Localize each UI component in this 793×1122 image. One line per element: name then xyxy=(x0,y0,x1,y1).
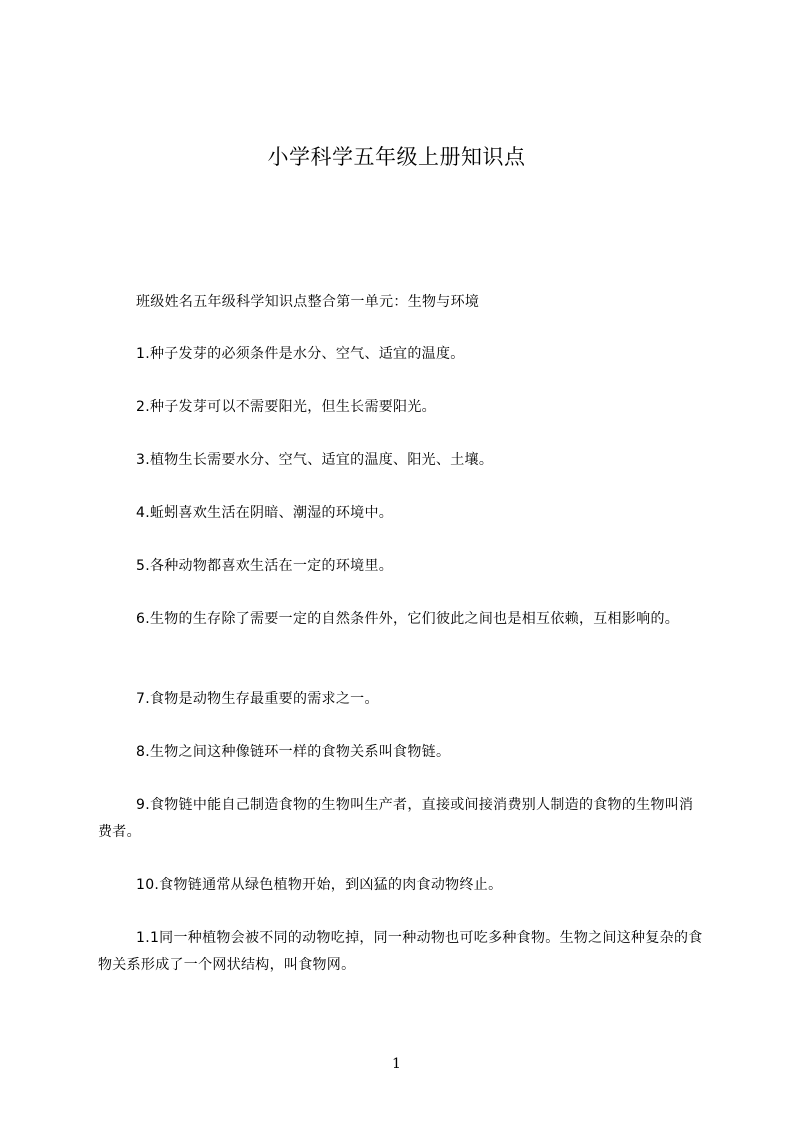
paragraph-intro: 班级姓名五年级科学知识点整合第一单元：生物与环境 xyxy=(136,294,480,310)
paragraph-item-5: 5.各种动物都喜欢生活在一定的环境里。 xyxy=(136,558,394,574)
paragraph-item-7: 7.食物是动物生存最重要的需求之一。 xyxy=(136,691,379,707)
paragraph-item-1: 1.种子发芽的必须条件是水分、空气、适宜的温度。 xyxy=(136,346,465,362)
paragraph-item-2: 2.种子发芽可以不需要阳光，但生长需要阳光。 xyxy=(136,399,436,415)
paragraph-item-3: 3.植物生长需要水分、空气、适宜的温度、阳光、土壤。 xyxy=(136,452,494,468)
paragraph-item-10: 10.食物链通常从绿色植物开始，到凶猛的肉食动物终止。 xyxy=(136,877,503,893)
page-number: 1 xyxy=(392,1056,401,1072)
document-title: 小学科学五年级上册知识点 xyxy=(267,145,526,169)
paragraph-item-11: 1.1同一种植物会被不同的动物吃掉，同一种动物也可吃多种食物。生物之间这种复杂的食物关系形成了一个网状结构，叫食物网。 xyxy=(98,930,703,973)
paragraph-item-6: 6.生物的生存除了需要一定的自然条件外，它们彼此之间也是相互依赖，互相影响的。 xyxy=(136,611,680,627)
paragraph-item-4: 4.蚯蚓喜欢生活在阴暗、潮湿的环境中。 xyxy=(136,505,394,521)
paragraph-item-8: 8.生物之间这种像链环一样的食物关系叫食物链。 xyxy=(136,744,451,760)
paragraph-item-9: 9.食物链中能自己制造食物的生物叫生产者，直接或间接消费别人制造的食物的生物叫消费者。 xyxy=(98,797,694,840)
